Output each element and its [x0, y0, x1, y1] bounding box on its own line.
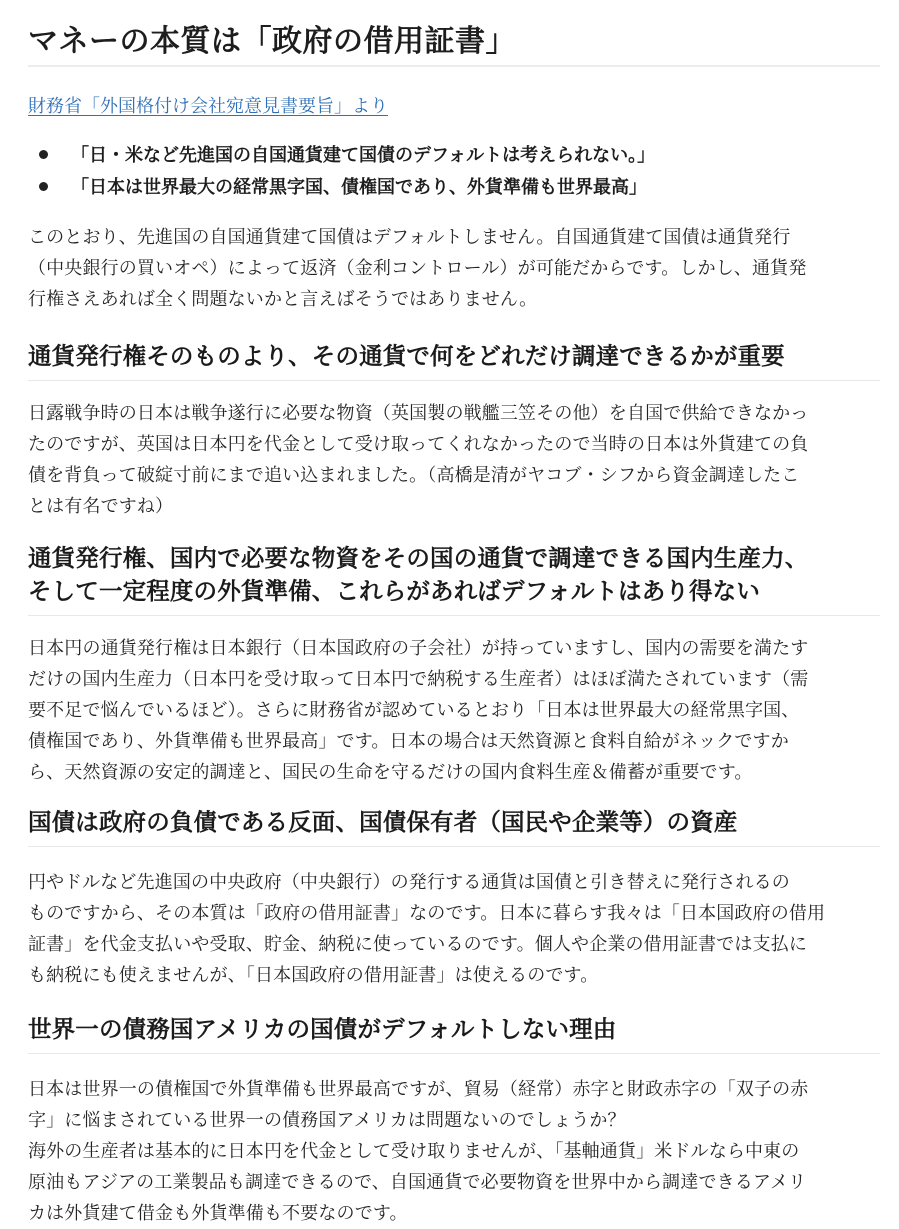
paragraph-line: カは外貨建て借金も外貨準備も不要なのです。 [28, 1203, 408, 1224]
paragraph-line: 円やドルなど先進国の中央政府（中央銀行）の発行する通貨は国債と引き替えに発行されるの [28, 872, 790, 893]
section-divider [28, 615, 880, 616]
heading-line: 通貨発行権そのものより、その通貨で何をどれだけ調達できるかが重要 [28, 342, 785, 370]
bullet-icon [39, 182, 48, 191]
quote-item [28, 138, 880, 170]
heading-line: 世界一の債務国アメリカの国債がデフォルトしない理由 [28, 1015, 617, 1043]
paragraph-line: 要不足で悩んでいるほど）。さらに財務省が認めているとおり「日本は世界最大の経常黒字国、 [28, 700, 800, 721]
section-paragraph [28, 633, 880, 788]
paragraph-line: も納税にも使えませんが、「日本国政府の借用証書」は使えるのです。 [28, 965, 599, 986]
section-heading [28, 806, 880, 839]
section-paragraph [28, 398, 880, 522]
page-title: マネーの本質は「政府の借用証書」 [28, 24, 516, 59]
heading-line: 国債は政府の負債である反面、国債保有者（国民や企業等）の資産 [28, 808, 738, 836]
section-paragraph [28, 867, 880, 991]
section-divider [28, 1053, 880, 1054]
paragraph-line: だけの国内生産力（日本円を受け取って日本円で納税する生産者）はほぼ満たされています（需 [28, 669, 809, 690]
paragraph-line: 字」に悩まされている世界一の債務国アメリカは問題ないのでしょうか？ [28, 1110, 626, 1131]
paragraph-line: 日露戦争時の日本は戦争遂行に必要な物資（英国製の戦艦三笠その他）を自国で供給できなかっ [28, 403, 809, 424]
section-paragraph [28, 1074, 880, 1229]
quote-text: 「日・米など先進国の自国通貨建て国債のデフォルトは考えられない。」 [71, 145, 656, 166]
quote-list [28, 138, 880, 202]
section-divider [28, 380, 880, 381]
paragraph-line: 債を背負って破綻寸前にまで追い込まれました。（高橋是清がヤコブ・シフから資金調達したこ [28, 465, 800, 486]
section-heading [28, 1013, 880, 1046]
paragraph-line: 原油もアジアの工業製品も調達できるので、自国通貨で必要物資を世界中から調達できるアメリ [28, 1172, 807, 1193]
paragraph-line: 海外の生産者は基本的に日本円を代金として受け取りませんが、「基軸通貨」米ドルなら中東の [28, 1141, 800, 1162]
title-divider [28, 65, 880, 67]
heading-line: そして一定程度の外貨準備、これらがあればデフォルトはあり得ない [28, 577, 760, 605]
heading-line: 通貨発行権、国内で必要な物資をその国の通貨で調達できる国内生産力、 [28, 544, 809, 572]
paragraph-line: たのですが、英国は日本円を代金として受け取ってくれなかったので当時の日本は外貨建ての負 [28, 434, 809, 455]
paragraph-line: （中央銀行の買いオペ）によって返済（金利コントロール）が可能だからです。しかし、通貨発 [28, 258, 807, 279]
bullet-icon [39, 150, 48, 159]
paragraph-line: とは有名ですね） [28, 496, 174, 517]
paragraph-line: 行権さえあれば全く問題ないかと言えばそうではありません。 [28, 289, 538, 310]
paragraph-line: 債権国であり、外貨準備も世界最高」です。日本の場合は天然資源と食料自給がネックですか [28, 731, 789, 752]
paragraph-line: このとおり、先進国の自国通貨建て国債はデフォルトしません。自国通貨建て国債は通貨発行 [28, 227, 791, 248]
paragraph-line: ら、天然資源の安定的調達と、国民の生命を守るだけの国内食料生産＆備蓄が重要です。 [28, 762, 753, 783]
quote-text: 「日本は世界最大の経常黒字国、債権国であり、外貨準備も世界最高」 [71, 177, 647, 198]
section-heading [28, 340, 880, 373]
section-heading [28, 542, 880, 608]
intro-paragraph [28, 222, 880, 315]
source-link[interactable]: 財務省「外国格付け会社宛意見書要旨」より [28, 96, 388, 117]
paragraph-line: 日本は世界一の債権国で外貨準備も世界最高ですが、貿易（経常）赤字と財政赤字の「双子の赤 [28, 1079, 809, 1100]
paragraph-line: ものですから、その本質は「政府の借用証書」なのです。日本に暮らす我々は「日本国政府の借用 [28, 903, 826, 924]
paragraph-line: 日本円の通貨発行権は日本銀行（日本国政府の子会社）が持っていますし、国内の需要を満たす [28, 638, 809, 659]
quote-item [28, 170, 880, 202]
section-divider [28, 846, 880, 847]
paragraph-line: 証書」を代金支払いや受取、貯金、納税に使っているのです。個人や企業の借用証書では支払に [28, 934, 808, 955]
